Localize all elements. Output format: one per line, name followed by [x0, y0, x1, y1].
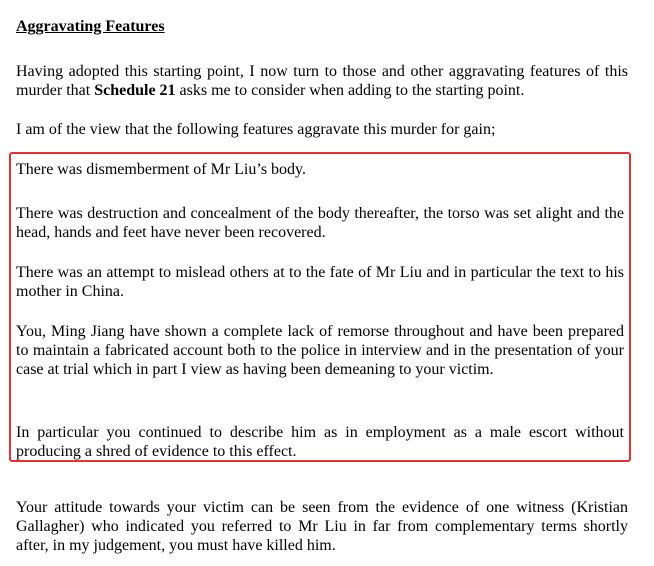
highlighted-paragraph-escort: In particular you continued to describe him as in employment as a male escort without producing a shred of evidence to this effect.: [16, 424, 624, 460]
intro-paragraph: [16, 62, 628, 100]
highlighted-paragraph-remorse: You, Ming Jiang have shown a complete lack of remorse throughout and have been prepared to maintain a fabricated account both to the police in interview and in the presentation of your case at trial which in part I view as having been demeaning to your victim.: [16, 323, 624, 378]
schedule-reference: Schedule 21: [94, 82, 176, 99]
section-heading: Aggravating Features: [16, 18, 165, 35]
closing-paragraph: Your attitude towards your victim can be seen from the evidence of one witness (Kristian Gallagher) who indicated you referred to Mr Liu in far from complementary terms shortly after, in my judgement, you must have killed him.: [16, 499, 628, 554]
highlighted-paragraph-concealment: There was destruction and concealment of the body thereafter, the torso was set alight and the head, hands and feet have never been recovered.: [16, 205, 624, 241]
highlight-box: [9, 152, 631, 462]
highlighted-paragraph-dismemberment: There was dismemberment of Mr Liu’s body.: [16, 161, 307, 178]
intro-text-part2: asks me to consider when adding to the starting point.: [175, 82, 525, 99]
highlighted-paragraph-mislead: There was an attempt to mislead others at to the fate of Mr Liu and in particular the text to his mother in China.: [16, 264, 624, 300]
lead-in-paragraph: I am of the view that the following features aggravate this murder for gain;: [16, 121, 496, 138]
intro-text-part1: Having adopted this starting point, I now turn to those and other aggravating features of this murder that: [16, 63, 628, 99]
